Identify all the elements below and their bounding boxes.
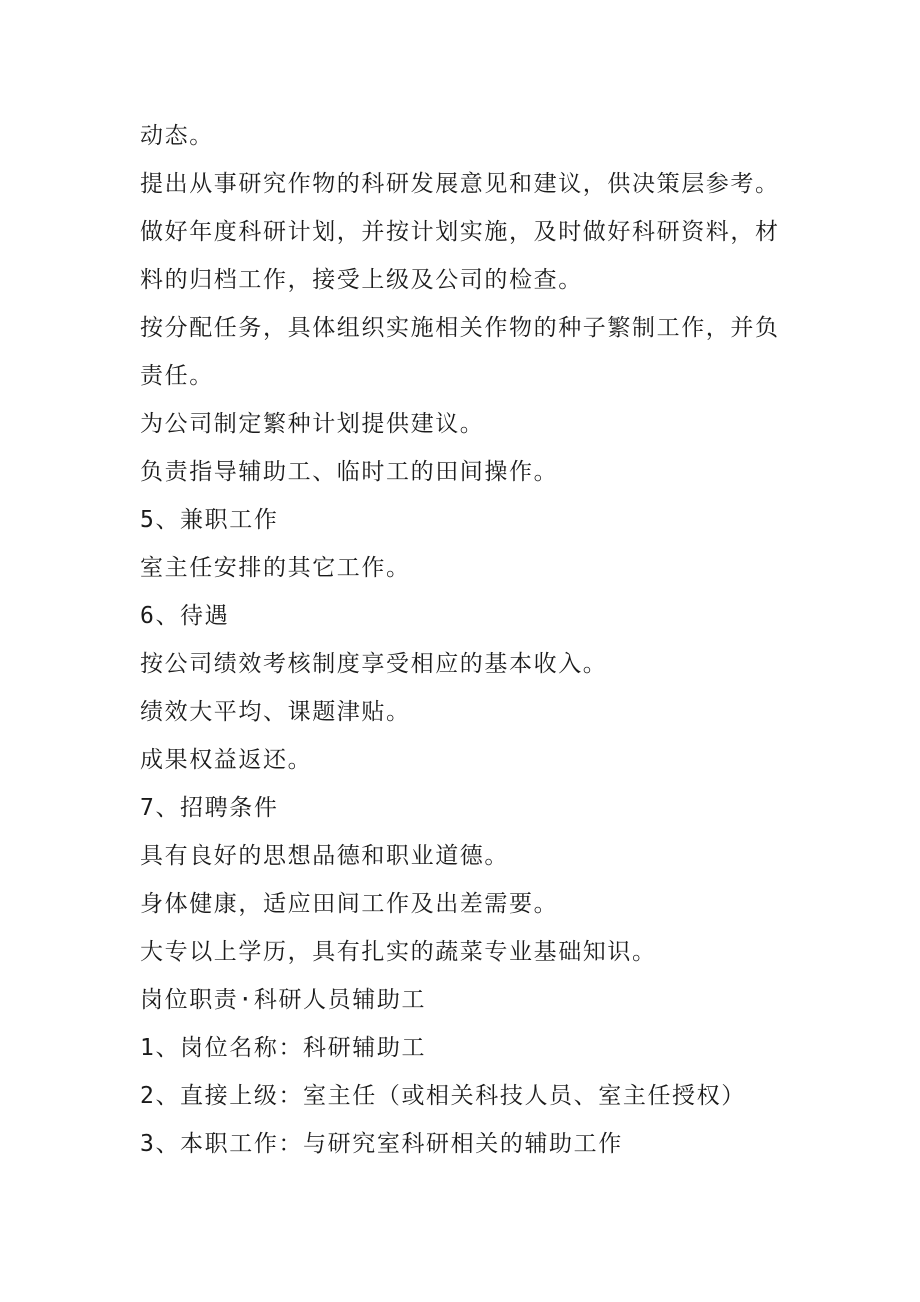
text-line: 大专以上学历，具有扎实的蔬菜专业基础知识。 [140, 939, 657, 965]
text-line: 3、本职工作：与研究室科研相关的辅助工作 [140, 1131, 623, 1157]
text-line: 成果权益返还。 [140, 747, 313, 773]
section-heading: 6、待遇 [140, 603, 230, 629]
section-heading: 7、招聘条件 [140, 795, 279, 821]
text-line: 责任。 [140, 363, 214, 389]
text-line: 按分配任务，具体组织实施相关作物的种子繁制工作，并负 [140, 315, 780, 341]
text-line: 具有良好的思想品德和职业道德。 [140, 843, 509, 869]
text-line: 身体健康，适应田间工作及出差需要。 [140, 891, 559, 917]
text-line: 为公司制定繁种计划提供建议。 [140, 411, 485, 437]
text-line: 1、岗位名称：科研辅助工 [140, 1035, 427, 1061]
text-line: 料的归档工作，接受上级及公司的检查。 [140, 267, 583, 293]
text-line: 负责指导辅助工、临时工的田间操作。 [140, 459, 559, 485]
text-line: 做好年度科研计划，并按计划实施，及时做好科研资料，材 [140, 219, 780, 245]
document-subtitle: 岗位职责·科研人员辅助工 [140, 987, 427, 1013]
text-line: 动态。 [140, 123, 214, 149]
section-heading: 5、兼职工作 [140, 507, 279, 533]
text-line: 2、直接上级：室主任（或相关科技人员、室主任授权） [140, 1083, 746, 1109]
document-body [140, 112, 800, 1168]
text-line: 室主任安排的其它工作。 [140, 555, 411, 581]
text-line: 按公司绩效考核制度享受相应的基本收入。 [140, 651, 608, 677]
text-line: 绩效大平均、课题津贴。 [140, 699, 411, 725]
text-line: 提出从事研究作物的科研发展意见和建议，供决策层参考。 [140, 171, 780, 197]
